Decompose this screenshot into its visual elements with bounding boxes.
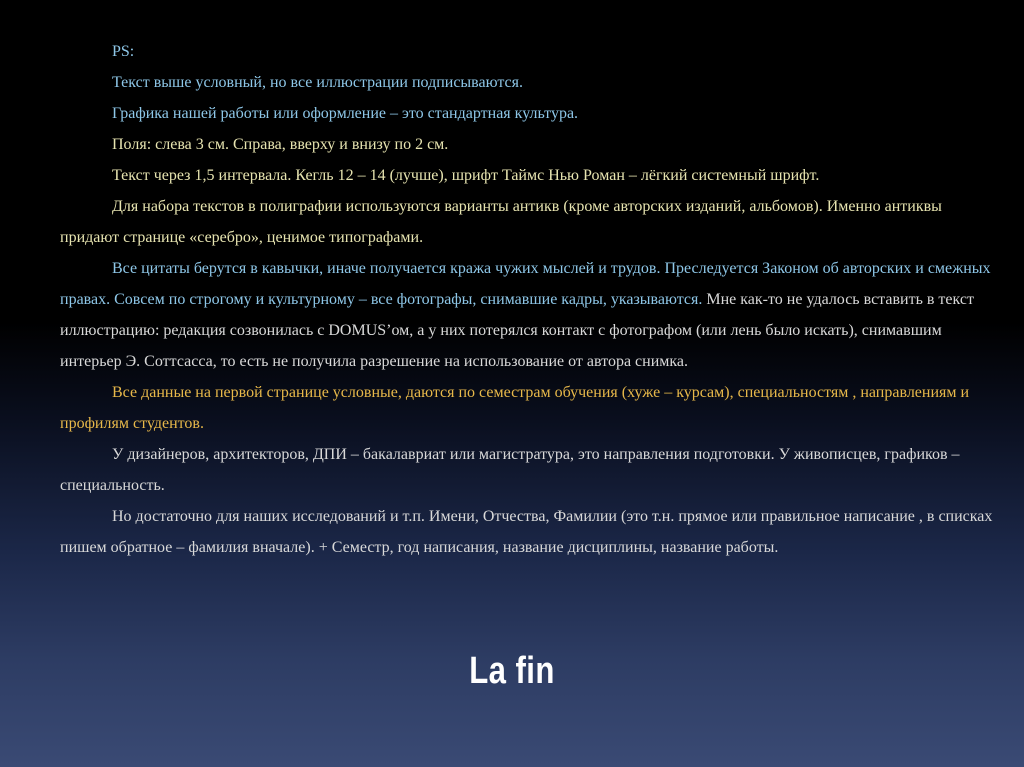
paragraph-text: Но достаточно для наших исследований и т.п. Имени, Отчества, Фамилии (это т.н. прямое или правильное написание , в списках пишем обратное – фамилия вначале). + Семестр, год написания, название дисциплины, название работы. xyxy=(60,508,993,556)
paragraph-first-page-data xyxy=(60,377,1000,439)
paragraph-text: Все данные на первой странице условные, даются по семестрам обучения (хуже – курсам), специальностям , направлениям и профилям студентов. xyxy=(60,384,970,432)
slide-title: La fin xyxy=(469,650,555,692)
paragraph-antiqua xyxy=(60,191,1000,253)
paragraph-names-semester xyxy=(60,501,1000,563)
paragraph-text: PS: xyxy=(112,43,135,60)
paragraph-illustrations-note xyxy=(60,67,1000,98)
paragraph-degrees xyxy=(60,439,1000,501)
paragraph-graphics-culture xyxy=(60,98,1000,129)
paragraph-text: У дизайнеров, архитекторов, ДПИ – бакалавриат или магистратура, это направления подготовки. У живописцев, графиков – специальность. xyxy=(60,446,960,494)
paragraph-text: Поля: слева 3 см. Справа, вверху и внизу по 2 см. xyxy=(112,136,449,153)
slide-body-text xyxy=(60,36,1000,563)
paragraph-quotes-copyright xyxy=(60,253,1000,377)
paragraph-text: Для набора текстов в полиграфии используются варианты антикв (кроме авторских изданий, альбомов). Именно антиквы придают странице «серебро», ценимое типографами. xyxy=(60,198,942,246)
paragraph-text-highlight: Все цитаты берутся в кавычки, иначе получается кража чужих мыслей и трудов. Преследуется Законом об авторских и смежных правах. Совсем по строгому и культурному – все фотографы, снимавшие кадры, указываются. xyxy=(60,260,991,308)
paragraph-ps xyxy=(60,36,1000,67)
paragraph-margins xyxy=(60,129,1000,160)
paragraph-text: Мне как-то не удалось вставить в текст иллюстрацию: редакция созвонилась с DOMUS’ом, а у них потерялся контакт с фотографом (или лень было искать), снимавшим интерьер Э. Соттсасса, то есть не получила разрешение на использование от автора снимка. xyxy=(60,291,974,370)
paragraph-font-spacing xyxy=(60,160,1000,191)
paragraph-text: Текст выше условный, но все иллюстрации подписываются. xyxy=(112,74,524,91)
paragraph-text: Графика нашей работы или оформление – это стандартная культура. xyxy=(112,105,579,122)
paragraph-text: Текст через 1,5 интервала. Кегль 12 – 14 (лучше), шрифт Таймс Нью Роман – лёгкий системный шрифт. xyxy=(112,167,820,184)
